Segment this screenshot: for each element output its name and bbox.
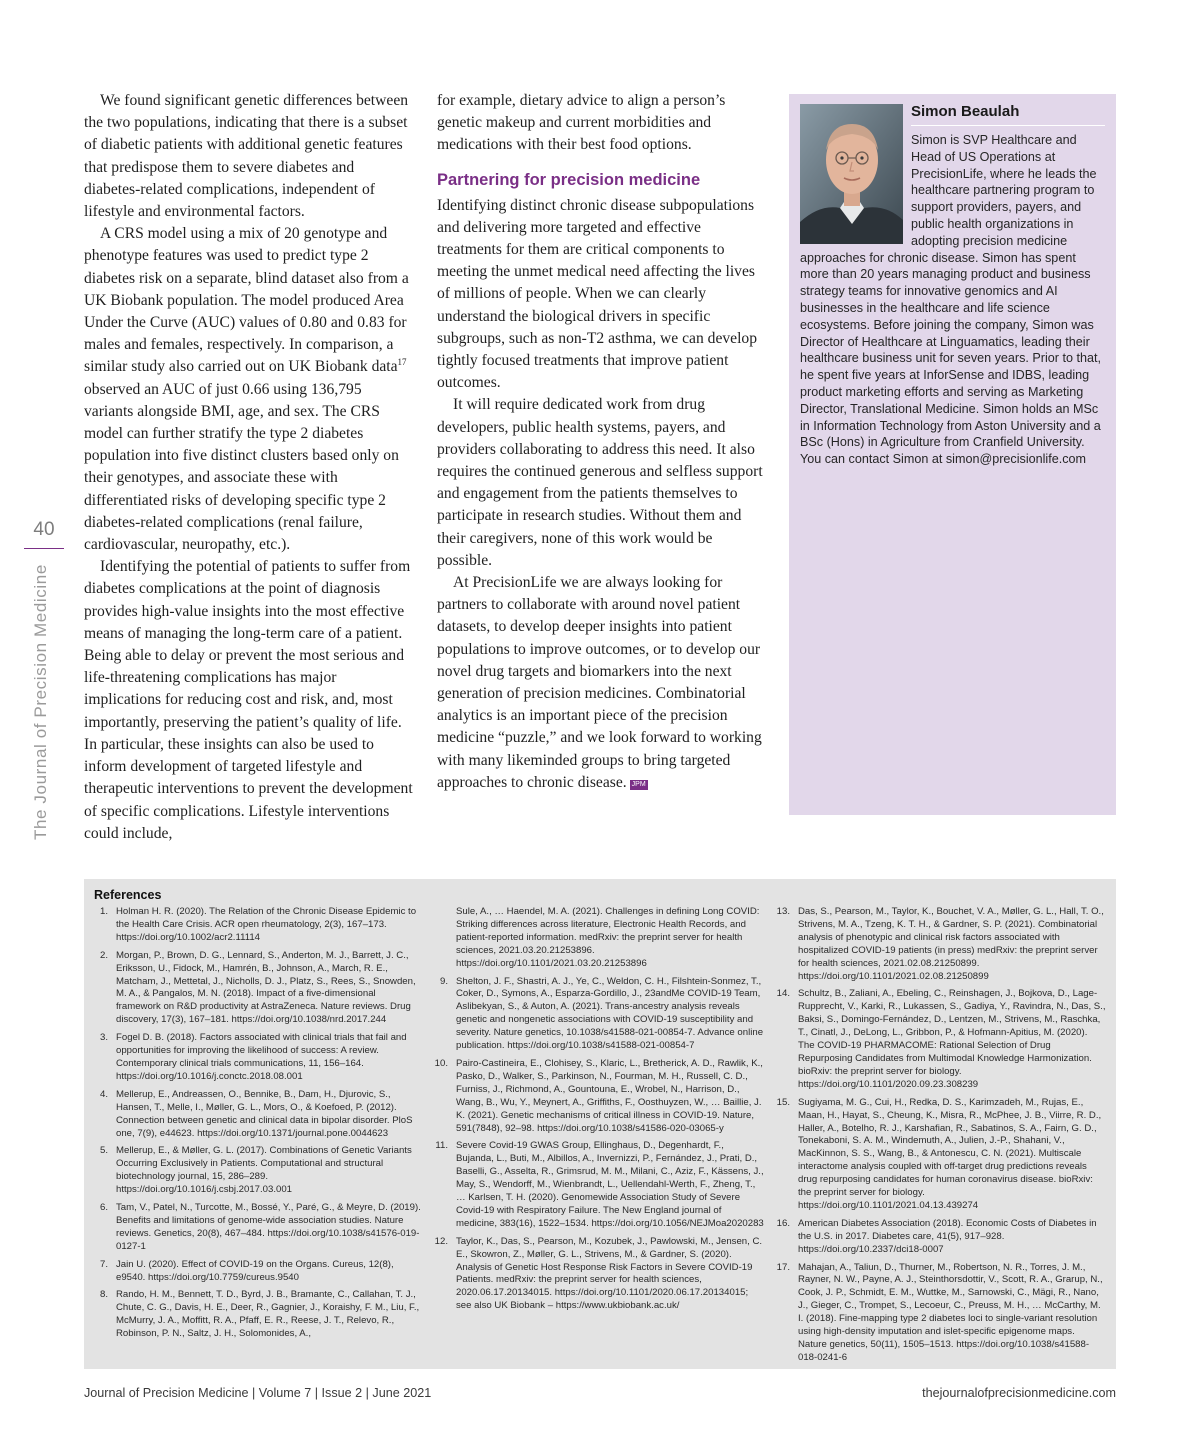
author-portrait-graphic bbox=[800, 104, 903, 244]
reference-item bbox=[94, 1145, 422, 1197]
paragraph-text: A CRS model using a mix of 20 genotype and phenotype features was used to predict type 2 diabetes risk on a separate, blind dataset also from a UK Biobank population. The model produced Area Under the Curve (AUC) values of 0.80 and 0.83 for males and females, respectively. In comparison, a similar study also carried out on UK Biobank data bbox=[84, 225, 409, 376]
paragraph bbox=[84, 223, 414, 556]
reference-item bbox=[434, 976, 764, 1053]
reference-text: Shelton, J. F., Shastri, A. J., Ye, C., Weldon, C. H., Filshtein-Sonmez, T., Coker, D., Symons, A., Esparza-Gordillo, J., 23andMe COVID-19 Team, Aslibekyan, S., & Auton, A. (2021). Trans-ancestry analysis reveals genetic and nongenetic associations with COVID-19 susceptibility and severity. Nature genetics, 10.1038/s41588-021-00854-7. Advance online publication. https://doi.org/10.1038/s41588-021-00854-7 bbox=[456, 975, 764, 1052]
references-box bbox=[84, 879, 1116, 1369]
references-column-3 bbox=[776, 906, 1106, 1370]
reference-number: 14. bbox=[776, 988, 790, 1000]
reference-item bbox=[434, 906, 764, 971]
reference-text: Mellerup, E., Andreassen, O., Bennike, B., Dam, H., Djurovic, S., Hansen, T., Melle, I., Møller, G. L., Mors, O., & Koefoed, P. (2012). Connection between genetic and clinical data in bipolar disorder. PloS one, 7(9), e44623. https://doi.org/10.1371/journal.pone.0044623 bbox=[116, 1088, 413, 1139]
reference-item bbox=[94, 1032, 422, 1084]
paragraph: We found significant genetic differences between the two populations, indicating that there is a subset of diabetic patients with additional genetic features that predispose them to severe diabetes and diabetes-related complications, independent of lifestyle and environmental factors. bbox=[84, 92, 409, 221]
author-bio-text: Simon is SVP Healthcare and Head of US Operations at PrecisionLife, where he leads the healthcare partnering program to support providers, payers, and public health organizations in adopting precision medicine approaches for chronic disease. Simon has spent more than 20 years managing product and business strategy teams for innovative genomics and AI businesses in the healthcare and life science ecosystems. Before joining the company, Simon was Director of Healthcare at Linguamatics, leading their healthcare business unit for seven years. Prior to that, he spent five years at InforSense and IDBS, leading product marketing efforts and serving as Marketing Director, Translational Medicine. Simon holds an MSc in Information Technology from Aston University and a BSc (Hons) in Agriculture from Cranfield University. You can contact Simon at simon@precisionlife.com bbox=[800, 133, 1102, 467]
reference-text: Sule, A., … Haendel, M. A. (2021). Challenges in defining Long COVID: Striking differences across literature, Electronic Health Records, and patient-reported information. medRxiv: the preprint server for health sciences, 2021.03.20.21253896. https://doi.org/10.1101/2021.03.20.21253896 bbox=[456, 906, 760, 969]
author-name: Simon Beaulah bbox=[911, 102, 1105, 126]
reference-text: Mellerup, E., & Møller, G. L. (2017). Combinations of Genetic Variants Occurring Exclusively in Patients. Computational and structural biotechnology journal, 15, 286–289. https://doi.org/10.1016/j.csbj.2017.03.001 bbox=[116, 1145, 412, 1196]
reference-item bbox=[776, 1262, 1106, 1365]
footer-website[interactable]: thejournalofprecisionmedicine.com bbox=[922, 1386, 1116, 1400]
reference-number: 16. bbox=[776, 1217, 790, 1229]
reference-text: American Diabetes Association (2018). Economic Costs of Diabetes in the U.S. in 2017. Diabetes care, 41(5), 917–928. https://doi.org/10.2337/dci18-0007 bbox=[798, 1217, 1097, 1255]
footer-journal-info: Journal of Precision Medicine | Volume 7 | Issue 2 | June 2021 bbox=[84, 1386, 432, 1400]
reference-item bbox=[94, 906, 422, 945]
reference-item bbox=[94, 950, 422, 1027]
reference-text: Mahajan, A., Taliun, D., Thurner, M., Robertson, N. R., Torres, J. M., Rayner, N. W., Payne, A. J., Steinthorsdottir, V., Scott, R. A., Grarup, N., Cook, J. P., Schmidt, E. M., Wuttke, M., Sarnowski, C., Mägi, R., Nano, J., Gieger, C., Trompet, S., Lecoeur, C., Preuss, M. H., … McCarthy, M. I. (2018). Fine-mapping type 2 diabetes loci to single-variant resolution using high-density imputation and islet-specific epigenome maps. Nature genetics, 50(11), 1505–1513. https://doi.org/10.1038/s41588-018-0241-6 bbox=[798, 1261, 1103, 1363]
reference-number: 10. bbox=[434, 1057, 448, 1069]
reference-item bbox=[776, 988, 1106, 1091]
references-title: References bbox=[94, 888, 162, 902]
article-column-1 bbox=[84, 90, 414, 845]
reference-item bbox=[776, 1218, 1106, 1257]
reference-number: 3. bbox=[99, 1032, 108, 1044]
reference-item bbox=[434, 1058, 764, 1135]
reference-text: Jain U. (2020). Effect of COVID-19 on the Organs. Cureus, 12(8), e9540. https://doi.org/10.7759/cureus.9540 bbox=[116, 1258, 394, 1283]
paragraph bbox=[437, 572, 769, 794]
reference-item bbox=[94, 1202, 422, 1254]
paragraph: Identifying distinct chronic disease subpopulations and delivering more targeted and effective treatments for them are critical components to meeting the unmet medical need affecting the lives of millions of people. When we can clearly understand the biological drivers in specific subgroups, such as non-T2 asthma, we can develop tightly focused treatments that improve patient outcomes. bbox=[437, 196, 758, 392]
reference-number: 12. bbox=[434, 1235, 448, 1247]
reference-text: Holman H. R. (2020). The Relation of the Chronic Disease Epidemic to the Health Care Crisis. ACR open rheumatology, 2(3), 167–173. https://doi.org/10.1002/acr2.11114 bbox=[116, 906, 417, 943]
reference-number: 15. bbox=[776, 1096, 790, 1108]
reference-number: 11. bbox=[435, 1140, 448, 1152]
reference-number: 6. bbox=[99, 1202, 108, 1214]
article-column-2 bbox=[437, 90, 769, 794]
reference-number: 1. bbox=[99, 906, 108, 917]
references-column-2 bbox=[434, 906, 764, 1318]
reference-item bbox=[94, 1089, 422, 1141]
reference-item bbox=[434, 1140, 764, 1230]
author-bio-box bbox=[789, 94, 1116, 815]
reference-number: 5. bbox=[99, 1145, 108, 1157]
page-number: 40 bbox=[33, 519, 55, 540]
journal-name-vertical: The Journal of Precision Medicine bbox=[31, 564, 50, 840]
paragraph: Identifying the potential of patients to suffer from diabetes complications at the point of diagnosis provides high-value insights into the most effective means of managing the long-term care of a patient. Being able to delay or prevent the most serious and life-threatening complications has major implications for reducing cost and risk, and, most importantly, preserving the patient’s quality of life. In particular, these insights can also be used to inform development of targeted lifestyle and therapeutic interventions to prevent the development of specific complications. Lifestyle interventions could include, bbox=[84, 558, 413, 842]
author-portrait bbox=[800, 104, 903, 244]
reference-item bbox=[94, 1289, 422, 1341]
reference-item bbox=[434, 1236, 764, 1313]
reference-item bbox=[776, 1097, 1106, 1213]
reference-text: Rando, H. M., Bennett, T. D., Byrd, J. B., Bramante, C., Callahan, T. J., Chute, C. G., Davis, H. E., Deer, R., Gagnier, J., Koraishy, F. M., Liu, F., McMurry, J. A., Moffitt, R. A., Pfaff, E. R., Reese, J. T., Relevo, R., Robinson, P. N., Saltz, J. H., Solomonides, A., bbox=[116, 1289, 420, 1340]
reference-item bbox=[776, 906, 1106, 983]
reference-number: 7. bbox=[99, 1258, 108, 1270]
reference-text: Sugiyama, M. G., Cui, H., Redka, D. S., Karimzadeh, M., Rujas, E., Maan, H., Hayat, S., Cheung, K., Misra, R., McPhee, J. B., Viirre, R. D., Haller, A., Botelho, R. J., Karshafian, R., Sabatinos, S. A., Fairn, G. D., Tonekaboni, S. A. M., Windemuth, A., Julien, J.-P., Shahani, V., MacKinnon, S. S., Wang, B., & Antonescu, C. N. (2021). Multiscale interactome analysis coupled with off-target drug predictions reveals drug repurposing candidates for human coronavirus disease. bioRxiv: the preprint server for biology. https://doi.org/10.1101/2021.04.13.439274 bbox=[798, 1096, 1102, 1211]
references-column-1 bbox=[94, 906, 422, 1346]
reference-number: 17. bbox=[776, 1261, 790, 1273]
reference-text: Morgan, P., Brown, D. G., Lennard, S., Anderton, M. J., Barrett, J. C., Eriksson, U., Fidock, M., Hamrén, B., Johnson, A., March, R. E., Matcham, J., Mettetal, J., Nicholls, D. J., Platz, S., Rees, S., Snowden, M. A., & Pangalos, M. N. (2018). Impact of a five-dimensional framework on R&D productivity at AstraZeneca. Nature reviews. Drug discovery, 17(3), 167–181. https://doi.org/10.1038/nrd.2017.244 bbox=[116, 949, 416, 1026]
reference-text: Severe Covid-19 GWAS Group, Ellinghaus, D., Degenhardt, F., Bujanda, L., Buti, M., Albillos, A., Invernizzi, P., Fernández, J., Prati, D., Baselli, G., Asselta, R., Grimsrud, M. M., Milani, C., Aziz, F., Kässens, J., May, S., Wendorff, M., Wienbrandt, L., Uellendahl-Werth, F., Zheng, T., … Karlsen, T. H. (2020). Genomewide Association Study of Severe Covid-19 with Respiratory Failure. The New England journal of medicine, 383(16), 1522–1534. https://doi.org/10.1056/NEJMoa2020283 bbox=[456, 1140, 764, 1229]
paragraph-text: observed an AUC of just 0.66 using 136,795 variants alongside BMI, age, and sex. The CRS model can further stratify the type 2 diabetes population into five distinct clusters based only on their genotypes, and associate these with differentiated risks of developing specific type 2 diabetes-related complications (renal failure, cardiovascular, neuropathy, etc.). bbox=[84, 380, 399, 554]
reference-item bbox=[94, 1259, 422, 1285]
reference-number: 4. bbox=[99, 1088, 108, 1100]
reference-text: Tam, V., Patel, N., Turcotte, M., Bossé, Y., Paré, G., & Meyre, D. (2019). Benefits and limitations of genome-wide association studies. Nature reviews. Genetics, 20(8), 467–484. https://doi.org/10.1038/s41576-019-0127-1 bbox=[116, 1202, 421, 1252]
paragraph: for example, dietary advice to align a person’s genetic makeup and current morbidities and medications with their best food options. bbox=[437, 92, 726, 154]
reference-text: Schultz, B., Zaliani, A., Ebeling, C., Reinshagen, J., Bojkova, D., Lage-Rupprecht, V., Karki, R., Lukassen, S., Gadiya, Y., Ravindra, N., Das, S., Baksi, S., Domingo-Fernández, D., Lentzen, M., Strivens, M., Raschka, T., Cinatl, J., DeLong, L., Gribbon, P., & Hofmann-Apitius, M. (2020). The COVID-19 PHARMACOME: Rational Selection of Drug Repurposing Candidates from Multimodal Knowledge Harmonization. bioRxiv: the preprint server for biology. https://doi.org/10.1101/2020.09.23.308239 bbox=[798, 988, 1106, 1090]
section-heading: Partnering for precision medicine bbox=[437, 170, 701, 189]
reference-number: 9. bbox=[439, 975, 448, 987]
reference-number: 13. bbox=[776, 906, 790, 917]
reference-number: 2. bbox=[99, 949, 108, 961]
citation-superscript[interactable]: 17 bbox=[397, 357, 407, 368]
reference-text: Pairo-Castineira, E., Clohisey, S., Klaric, L., Bretherick, A. D., Rawlik, K., Pasko, D., Walker, S., Parkinson, N., Fourman, M. H., Russell, C. D., Furniss, J., Richmond, A., Gountouna, E., Wrobel, N., Harrison, D., Wang, B., Wu, Y., Meynert, A., Griffiths, F., Oosthuyzen, W., … Baillie, J. K. (2021). Genetic mechanisms of critical illness in COVID-19. Nature, 591(7848), 92–98. https://doi.org/10.1038/s41586-020-03065-y bbox=[456, 1057, 763, 1134]
end-of-article-mark: JPM bbox=[631, 780, 646, 788]
page-number-rule bbox=[24, 548, 64, 549]
paragraph: It will require dedicated work from drug developers, public health systems, payers, and providers collaborating to address this need. It also requires the continued generous and selfless support and engagement from the patients themselves to participate in research studies. Without them and their caregivers, none of this work would be possible. bbox=[437, 396, 763, 569]
reference-text: Das, S., Pearson, M., Taylor, K., Bouchet, V. A., Møller, G. L., Hall, T. O., Strivens, M. A., Tzeng, K. T. H., & Gardner, S. P. (2021). Combinatorial analysis of phenotypic and clinical risk factors associated with hospitalized COVID-19 patients (in press) medRxiv: the preprint server for health sciences, 2021.02.08.21250899. https://doi.org/10.1101/2021.02.08.21250899 bbox=[798, 906, 1104, 982]
paragraph-text: At PrecisionLife we are always looking for partners to collaborate with around novel patient datasets, to develop deeper insights into patient populations to improve outcomes, or to develop our novel drug targets and biomarkers into the next generation of precision medicines. Combinatorial analytics is an important piece of the precision medicine “puzzle,” and we look forward to working with many likeminded groups to bring targeted approaches to chronic disease. bbox=[437, 574, 762, 791]
reference-text: Taylor, K., Das, S., Pearson, M., Kozubek, J., Pawlowski, M., Jensen, C. E., Skowron, Z., Møller, G. L., Strivens, M., & Gardner, S. (2020). Analysis of Genetic Host Response Risk Factors in Severe COVID-19 Patients. medRxiv: the preprint server for health sciences, 2020.06.17.20134015. https://doi.org/10.1101/2020.06.17.20134015; see also UK Biobank – https://www.ukbiobank.ac.uk/ bbox=[456, 1235, 763, 1312]
reference-number: 8. bbox=[99, 1289, 108, 1301]
reference-text: Fogel D. B. (2018). Factors associated with clinical trials that fail and opportunities for improving the likelihood of success: A review. Contemporary clinical trials communications, 11, 156–164. https://doi.org/10.1016/j.conctc.2018.08.001 bbox=[116, 1032, 407, 1082]
